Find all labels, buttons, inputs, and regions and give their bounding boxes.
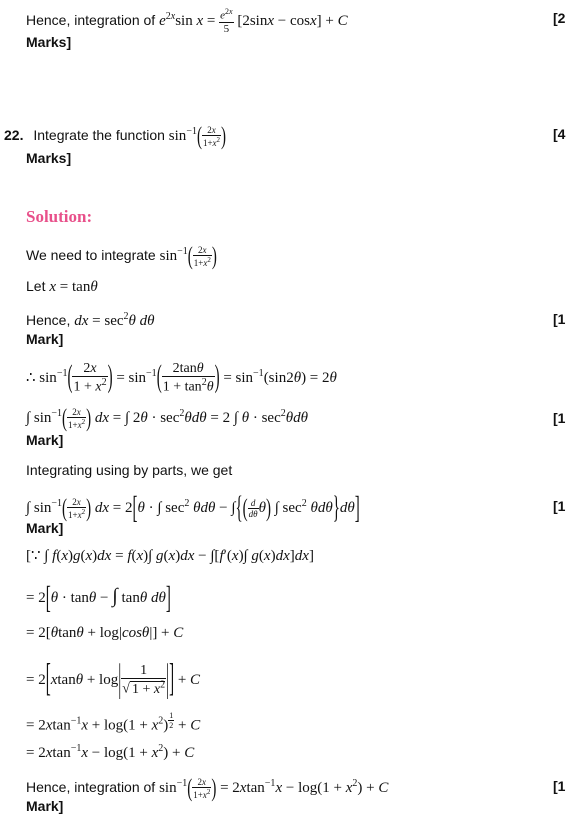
- step-eq-5: = $2xtan^{-1}x - \log(1 + x^2) + C$: [26, 743, 195, 761]
- question-number: 22.: [4, 127, 24, 143]
- question-formula: $\sin^{-1}$( $\frac{2x}{1+x^2}$ ): [168, 122, 227, 151]
- step-formula: $\sin^{-1}$( $\frac{2x}{1+x^2}$ ): [159, 242, 217, 271]
- step-eq-2: = 2[θtanθ + log|cosθ|] + C: [26, 625, 184, 641]
- final-answer-text: Hence, integration of: [26, 779, 156, 795]
- marks-1a-tail: Mark]: [26, 331, 64, 347]
- marks-1b-tail: Mark]: [26, 432, 64, 448]
- step-hence-dx: [26, 309, 155, 329]
- step-let: [26, 278, 98, 295]
- question-text: Integrate the function: [33, 127, 165, 143]
- marks-1c-tail: Mark]: [26, 520, 64, 536]
- step-by-parts-rule: [∵ ∫ f(x)g(x)dx = f(x)∫ g(x)dx − ∫[f′(x)∫ g(x)dx]dx]: [26, 548, 314, 564]
- marks-1a: [1: [553, 311, 566, 327]
- previous-marks: [2: [553, 10, 566, 26]
- question-marks: [4: [553, 126, 566, 142]
- step-integrating-text: Integrating using by parts, we get: [26, 462, 233, 478]
- previous-answer-formula: $e^{2x}\sin$ x = $\frac{e^{2x}}{5}$ [2sinx − cosx] + C: [159, 7, 348, 35]
- step-eq-3: = 2[xtanθ + log| $\frac{1}{√ 1 + x^2}$ |] + C: [26, 659, 201, 702]
- step-by-parts: ∫ $\sin^{-1}$( $\frac{2x}{1+x^2}$ ) dx = 2[θ · ∫ $\sec^2 \theta d\theta$ − ∫{( $\frac{d}{d\theta}$ θ) ∫ $\sec^2 \theta d\theta\}d\theta$]: [26, 491, 360, 526]
- step-need-integrate: [26, 242, 217, 271]
- step-eq-1: = 2[θ · tanθ − ∫ tanθ dθ]: [26, 581, 171, 616]
- step-formula: x = tanθ: [49, 279, 98, 295]
- step-integral: ∫ $\sin^{-1}$( $\frac{2x}{1+x^2}$ ) dx = ∫ $2\theta \cdot \sec^2\theta d\theta = 2$ ∫ $\theta \cdot \sec^2\theta d\theta$: [26, 404, 308, 433]
- previous-answer-text: Hence, integration of: [26, 11, 156, 28]
- step-formula: dx = $\sec^2\theta$ dθ: [74, 311, 155, 329]
- previous-marks-tail: Marks]: [26, 34, 72, 50]
- marks-1c: [1: [553, 498, 566, 514]
- question-22: [4, 122, 227, 151]
- step-text: We need to integrate: [26, 247, 156, 263]
- question-marks-tail: Marks]: [26, 150, 72, 166]
- marks-1d-tail: Mark]: [26, 798, 64, 814]
- final-answer-formula: $\sin^{-1}$( $\frac{2x}{1+x^2}$ ) = $2xtan^{-1}x - \log(1 + x^2) + C$: [159, 774, 389, 803]
- marks-1d: [1: [553, 778, 566, 794]
- solution-heading: Solution:: [26, 207, 93, 226]
- step-therefore: ∴ $\sin^{-1}$( $\frac{2x}{1 + x^2}$ ) = $\sin^{-1}$( $\frac{2\tan\theta}{1 + \tan^2\theta}$ ) = $\sin^{-1}(\sin 2\theta) = 2\theta$: [26, 361, 337, 396]
- step-text: Let: [26, 278, 46, 294]
- final-answer-line: [26, 774, 389, 803]
- previous-answer-line: [26, 8, 348, 35]
- step-eq-4: = $2xtan^{-1}x + \log(1 + x^2)$ $^{\frac{1}{2}}$ + C: [26, 711, 201, 734]
- step-text: Hence,: [26, 312, 71, 328]
- marks-1b: [1: [553, 410, 566, 426]
